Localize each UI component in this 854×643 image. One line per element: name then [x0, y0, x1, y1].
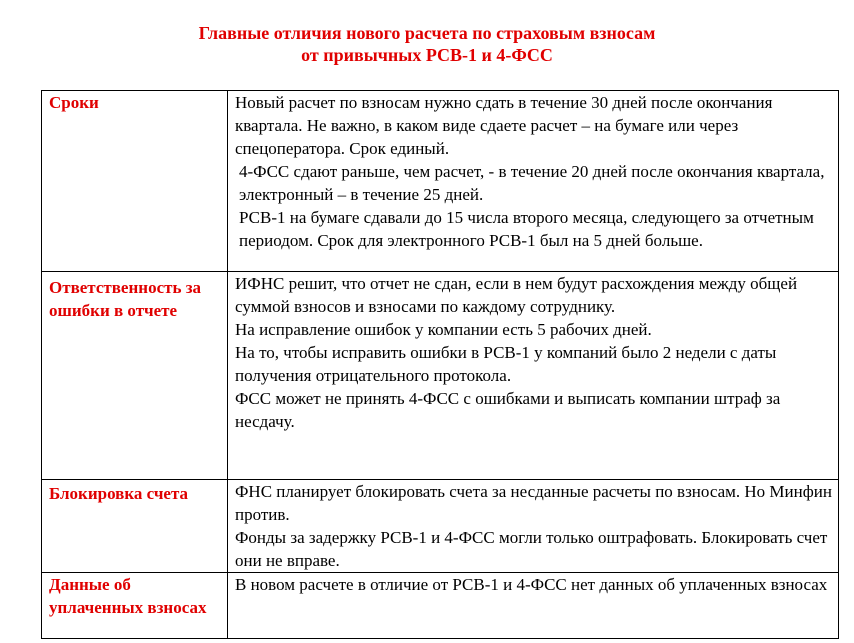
paragraph: На то, чтобы исправить ошибки в РСВ-1 у компаний было 2 недели с даты получения отрицательного протокола. — [235, 343, 777, 385]
row-content-liability — [228, 272, 839, 480]
comparison-table — [41, 90, 839, 639]
paragraph: ФНС планирует блокировать счета за несданные расчеты по взносам. Но Минфин против. — [235, 482, 832, 524]
paragraph: Фонды за задержку РСВ-1 и 4-ФСС могли только оштрафовать. Блокировать счет они не вправе. — [235, 528, 828, 570]
table-row-account-block — [42, 480, 839, 573]
table-row-liability — [42, 272, 839, 480]
row-content-deadlines — [228, 91, 839, 272]
paragraph: В новом расчете в отличие от РСВ-1 и 4-ФСС нет данных об уплаченных взносах — [235, 575, 828, 594]
paragraph: На исправление ошибок у компании есть 5 рабочих дней. — [235, 320, 652, 339]
table-row-deadlines — [42, 91, 839, 272]
paragraph: РСВ-1 на бумаге сдавали до 15 числа второго месяца, следующего за отчетным периодом. Срок для электронного РСВ-1 был на 5 дней больше. — [239, 208, 814, 250]
paragraph: Новый расчет по взносам нужно сдать в течение 30 дней после окончания квартала. Не важно, в каком виде сдаете расчет – на бумаге или через спецоператора. Срок единый. — [235, 93, 773, 158]
title-line-2: от привычных РСВ-1 и 4-ФСС — [301, 45, 553, 65]
row-label-liability: Ответственность за ошибки в отчете — [42, 272, 228, 480]
row-content-account-block — [228, 480, 839, 573]
paragraph: ИФНС решит, что отчет не сдан, если в нем будут расхождения между общей суммой взносов и взносами по каждому сотруднику. — [235, 274, 798, 316]
paragraph: ФСС может не принять 4-ФСС с ошибками и выписать компании штраф за несдачу. — [235, 389, 781, 431]
document-title — [0, 22, 854, 66]
row-label-paid-contributions: Данные об уплаченных взносах — [42, 573, 228, 639]
row-label-account-block: Блокировка счета — [42, 480, 228, 573]
row-label-deadlines: Сроки — [42, 91, 228, 272]
row-content-paid-contributions — [228, 573, 839, 639]
title-line-1: Главные отличия нового расчета по страховым взносам — [198, 23, 656, 43]
table-row-paid-contributions — [42, 573, 839, 639]
paragraph: 4-ФСС сдают раньше, чем расчет, - в течение 20 дней после окончания квартала, электронный – в течение 25 дней. — [239, 162, 825, 204]
